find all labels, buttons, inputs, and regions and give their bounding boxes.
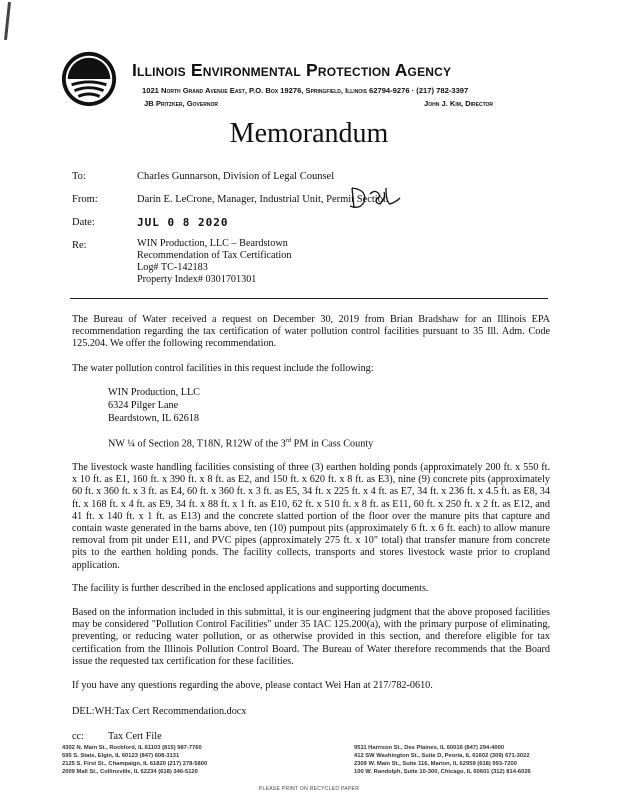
re-line: WIN Production, LLC – Beardstown <box>137 238 288 249</box>
re-line: Recommendation of Tax Certification <box>137 250 292 261</box>
cc-label: cc: <box>72 731 84 742</box>
recycled-paper-notice: PLEASE PRINT ON RECYCLED PAPER <box>258 786 360 792</box>
date-label: Date: <box>72 217 95 228</box>
re-line: Property Index# 0301701301 <box>137 274 257 285</box>
to-value: Charles Gunnarson, Division of Legal Counsel <box>137 171 335 182</box>
director-name: John J. Kim, Director <box>424 99 494 108</box>
agency-address: 1021 North Grand Avenue East, P.O. Box 19276, Springfield, Illinois 62794-9276 · (217) 782-3397 <box>142 86 469 95</box>
reference-line: DEL:WH:Tax Cert Recommendation.docx <box>72 706 247 717</box>
from-value: Darin E. LeCrone, Manager, Industrial Unit, Permit Section <box>137 194 389 205</box>
facilities-intro: The water pollution control facilities in this request include the following: <box>72 363 374 374</box>
re-block <box>137 238 291 286</box>
facility-address <box>108 386 200 425</box>
agency-name: Illinois Environmental Protection Agency <box>132 60 452 80</box>
intro-paragraph: The Bureau of Water received a request on December 30, 2019 from Brian Bradshaw for an Illinois EPA recommendation regarding the tax certification of water pollution control facilities pursuant to 35 Ill. Adm. Code 125.204. We offer the following recommendation. <box>72 314 550 350</box>
judgment-paragraph: Based on the information included in this submittal, it is our engineering judgment that the above proposed facilities may be considered "Pollution Control Facilities" under 35 IAC 125.200(a), with the primary purpose of eliminating, preventing, or reducing water pollution, or as otherwise provided in this section, and therefore eligible for tax certification from the Illinois Pollution Control Board. The Bureau of Water therefore recommends that the Board issue the requested tax certification for these facilities. <box>72 607 550 667</box>
signature <box>346 184 402 212</box>
footer-office: 2125 S. First St., Champaign, IL 61820 (217) 278-5800 <box>62 761 208 767</box>
date-stamp: JUL 0 8 2020 <box>137 216 229 229</box>
page-title: Memorandum <box>229 118 389 149</box>
footer-office: 2009 Mall St., Collinsville, IL 62234 (618) 346-5120 <box>62 769 198 775</box>
facility-description: The livestock waste handling facilities consisting of three (3) earthen holding ponds (approximately 200 ft. x 550 ft. x 10 ft. as E1, 160 ft. x 390 ft. x 8 ft. as E2, and 150 ft. x 620 ft. x 8 ft. as E3), nine (9) concrete pits (approximately 60 ft. x 360 ft. x 3 ft. as E4, 60 ft. x 360 ft. x 3 ft. as E5, 34 ft. x 225 ft. x 4 ft. as E7, 34 ft. x 236 ft. x 4.5 ft. as E8, 34 ft. x 168 ft. x 4 ft. as E9, 34 ft. x 88 ft. x 1 ft. as E10, 62 ft. x 510 ft. x 8 ft. as E11, 60 ft. x 250 ft. x 2 ft. as E12, and 41 ft. x 140 ft. x 1 ft. as E13) and the concrete slatted portion of the floor over the manure pits that capture and contain waste generated in the barns above, ten (10) pumpout pits (approximately 6 ft. x 6 ft. each) to allow manure removal from pit under E11, and PVC pipes (approximately 275 ft. x 10" total) that transfer manure from concrete pits to the earthen holding ponds. The facility collects, transports and stores livestock waste prior to cropland application. <box>72 462 550 571</box>
footer-offices-left <box>62 744 207 776</box>
footer-offices-right <box>354 744 531 776</box>
footer-office: 4302 N. Main St., Rockford, IL 61103 (815) 987-7760 <box>62 745 202 751</box>
re-label: Re: <box>72 240 87 251</box>
footer-office: 9511 Harrison St., Des Plaines, IL 60016 (847) 294-4000 <box>354 745 505 751</box>
divider <box>70 298 548 299</box>
footer-office: 412 SW Washington St., Suite D, Peoria, IL 61602 (309) 671-3022 <box>354 753 530 759</box>
to-label: To: <box>72 171 86 182</box>
scan-artifact <box>4 2 11 40</box>
footer-office: 595 S. State, Elgin, IL 60123 (847) 608-3131 <box>62 753 180 759</box>
further-described: The facility is further described in the enclosed applications and supporting documents. <box>72 583 429 594</box>
signature-initials: DEL <box>346 184 348 185</box>
from-label: From: <box>72 194 98 205</box>
location-suffix: PM in Cass County <box>291 438 374 450</box>
contact-paragraph: If you have any questions regarding the above, please contact Wei Han at 217/782-0610. <box>72 680 433 691</box>
footer-office: 100 W. Randolph, Suite 10-300, Chicago, IL 60601 (312) 814-6026 <box>354 769 531 775</box>
agency-logo-icon <box>60 50 118 108</box>
location-sup: rd <box>285 437 292 444</box>
legal-location <box>108 434 373 450</box>
address-line: Beardstown, IL 62618 <box>108 413 200 424</box>
cc-value: Tax Cert File <box>108 731 162 742</box>
re-line: Log# TC-142183 <box>137 262 208 273</box>
governor-name: JB Pritzker, Governor <box>144 99 218 108</box>
location-prefix: NW ¼ of Section 28, T18N, R12W of the 3 <box>108 438 286 450</box>
address-line: 6324 Pilger Lane <box>108 400 179 411</box>
address-line: WIN Production, LLC <box>108 387 200 398</box>
footer-office: 2309 W. Main St., Suite 116, Marion, IL 62959 (618) 993-7200 <box>354 761 517 767</box>
